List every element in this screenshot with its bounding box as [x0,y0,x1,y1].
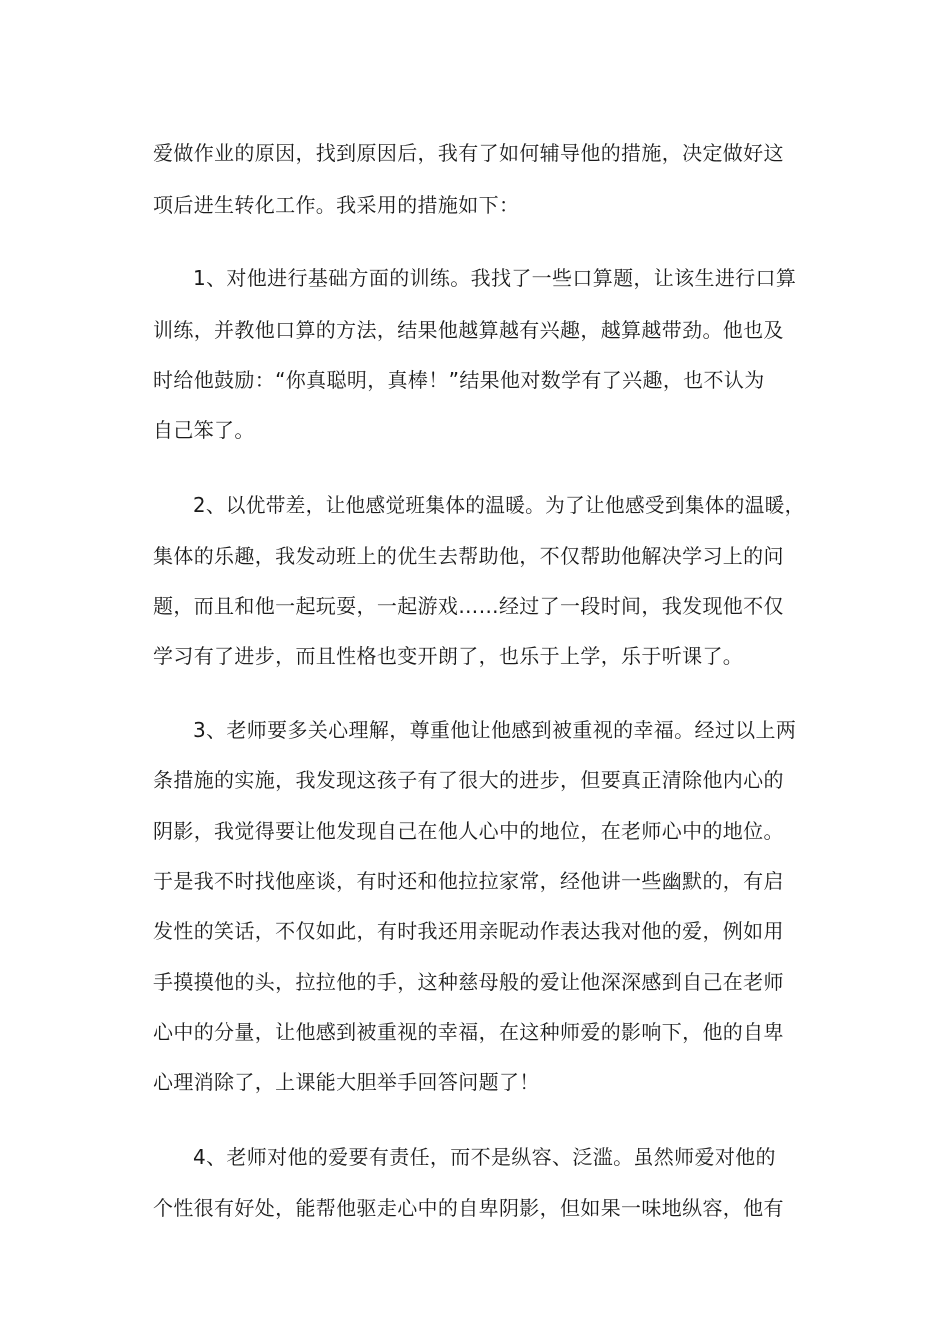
paragraph-2-start: 2、以优带差，让他感觉班集体的温暖。为了让他感受到集体的温暖， [193,493,805,517]
text-line: 训练，并教他口算的方法，结果他越算越有兴趣，越算越带劲。他也及 [153,318,784,342]
text-line: 学习有了进步，而且性格也变开朗了，也乐于上学，乐于听课了。 [153,644,744,668]
text-line: 集体的乐趣，我发动班上的优生去帮助他，不仅帮助他解决学习上的问 [153,544,784,568]
text-line: 心理消除了，上课能大胆举手回答问题了！ [153,1070,540,1094]
text-line: 个性很有好处，能帮他驱走心中的自卑阴影，但如果一味地纵容，他有 [153,1196,784,1220]
paragraph-1-start: 1、对他进行基础方面的训练。我找了一些口算题，让该生进行口算 [193,266,797,290]
text-line: 心中的分量，让他感到被重视的幸福，在这种师爱的影响下，他的自卑 [153,1020,784,1044]
text-line: 爱做作业的原因，找到原因后，我有了如何辅导他的措施，决定做好这 [153,141,784,165]
text-line: 阴影，我觉得要让他发现自己在他人心中的地位，在老师心中的地位。 [153,819,784,843]
text-line: 题，而且和他一起玩耍，一起游戏……经过了一段时间，我发现他不仅 [153,594,784,618]
text-line: 条措施的实施，我发现这孩子有了很大的进步，但要真正清除他内心的 [153,768,784,792]
text-line: 自己笨了。 [153,418,255,442]
paragraph-3-start: 3、老师要多关心理解，尊重他让他感到被重视的幸福。经过以上两 [193,718,797,742]
text-line: 手摸摸他的头，拉拉他的手，这种慈母般的爱让他深深感到自己在老师 [153,970,784,994]
text-line: 于是我不时找他座谈，有时还和他拉拉家常，经他讲一些幽默的，有启 [153,869,784,893]
text-line: 发性的笑话，不仅如此，有时我还用亲昵动作表达我对他的爱，例如用 [153,919,784,943]
text-line: 项后进生转化工作。我采用的措施如下： [153,193,520,217]
text-line: 时给他鼓励：“你真聪明，真棒！”结果他对数学有了兴趣，也不认为 [153,368,765,392]
paragraph-4-start: 4、老师对他的爱要有责任，而不是纵容、泛滥。虽然师爱对他的 [193,1145,776,1169]
